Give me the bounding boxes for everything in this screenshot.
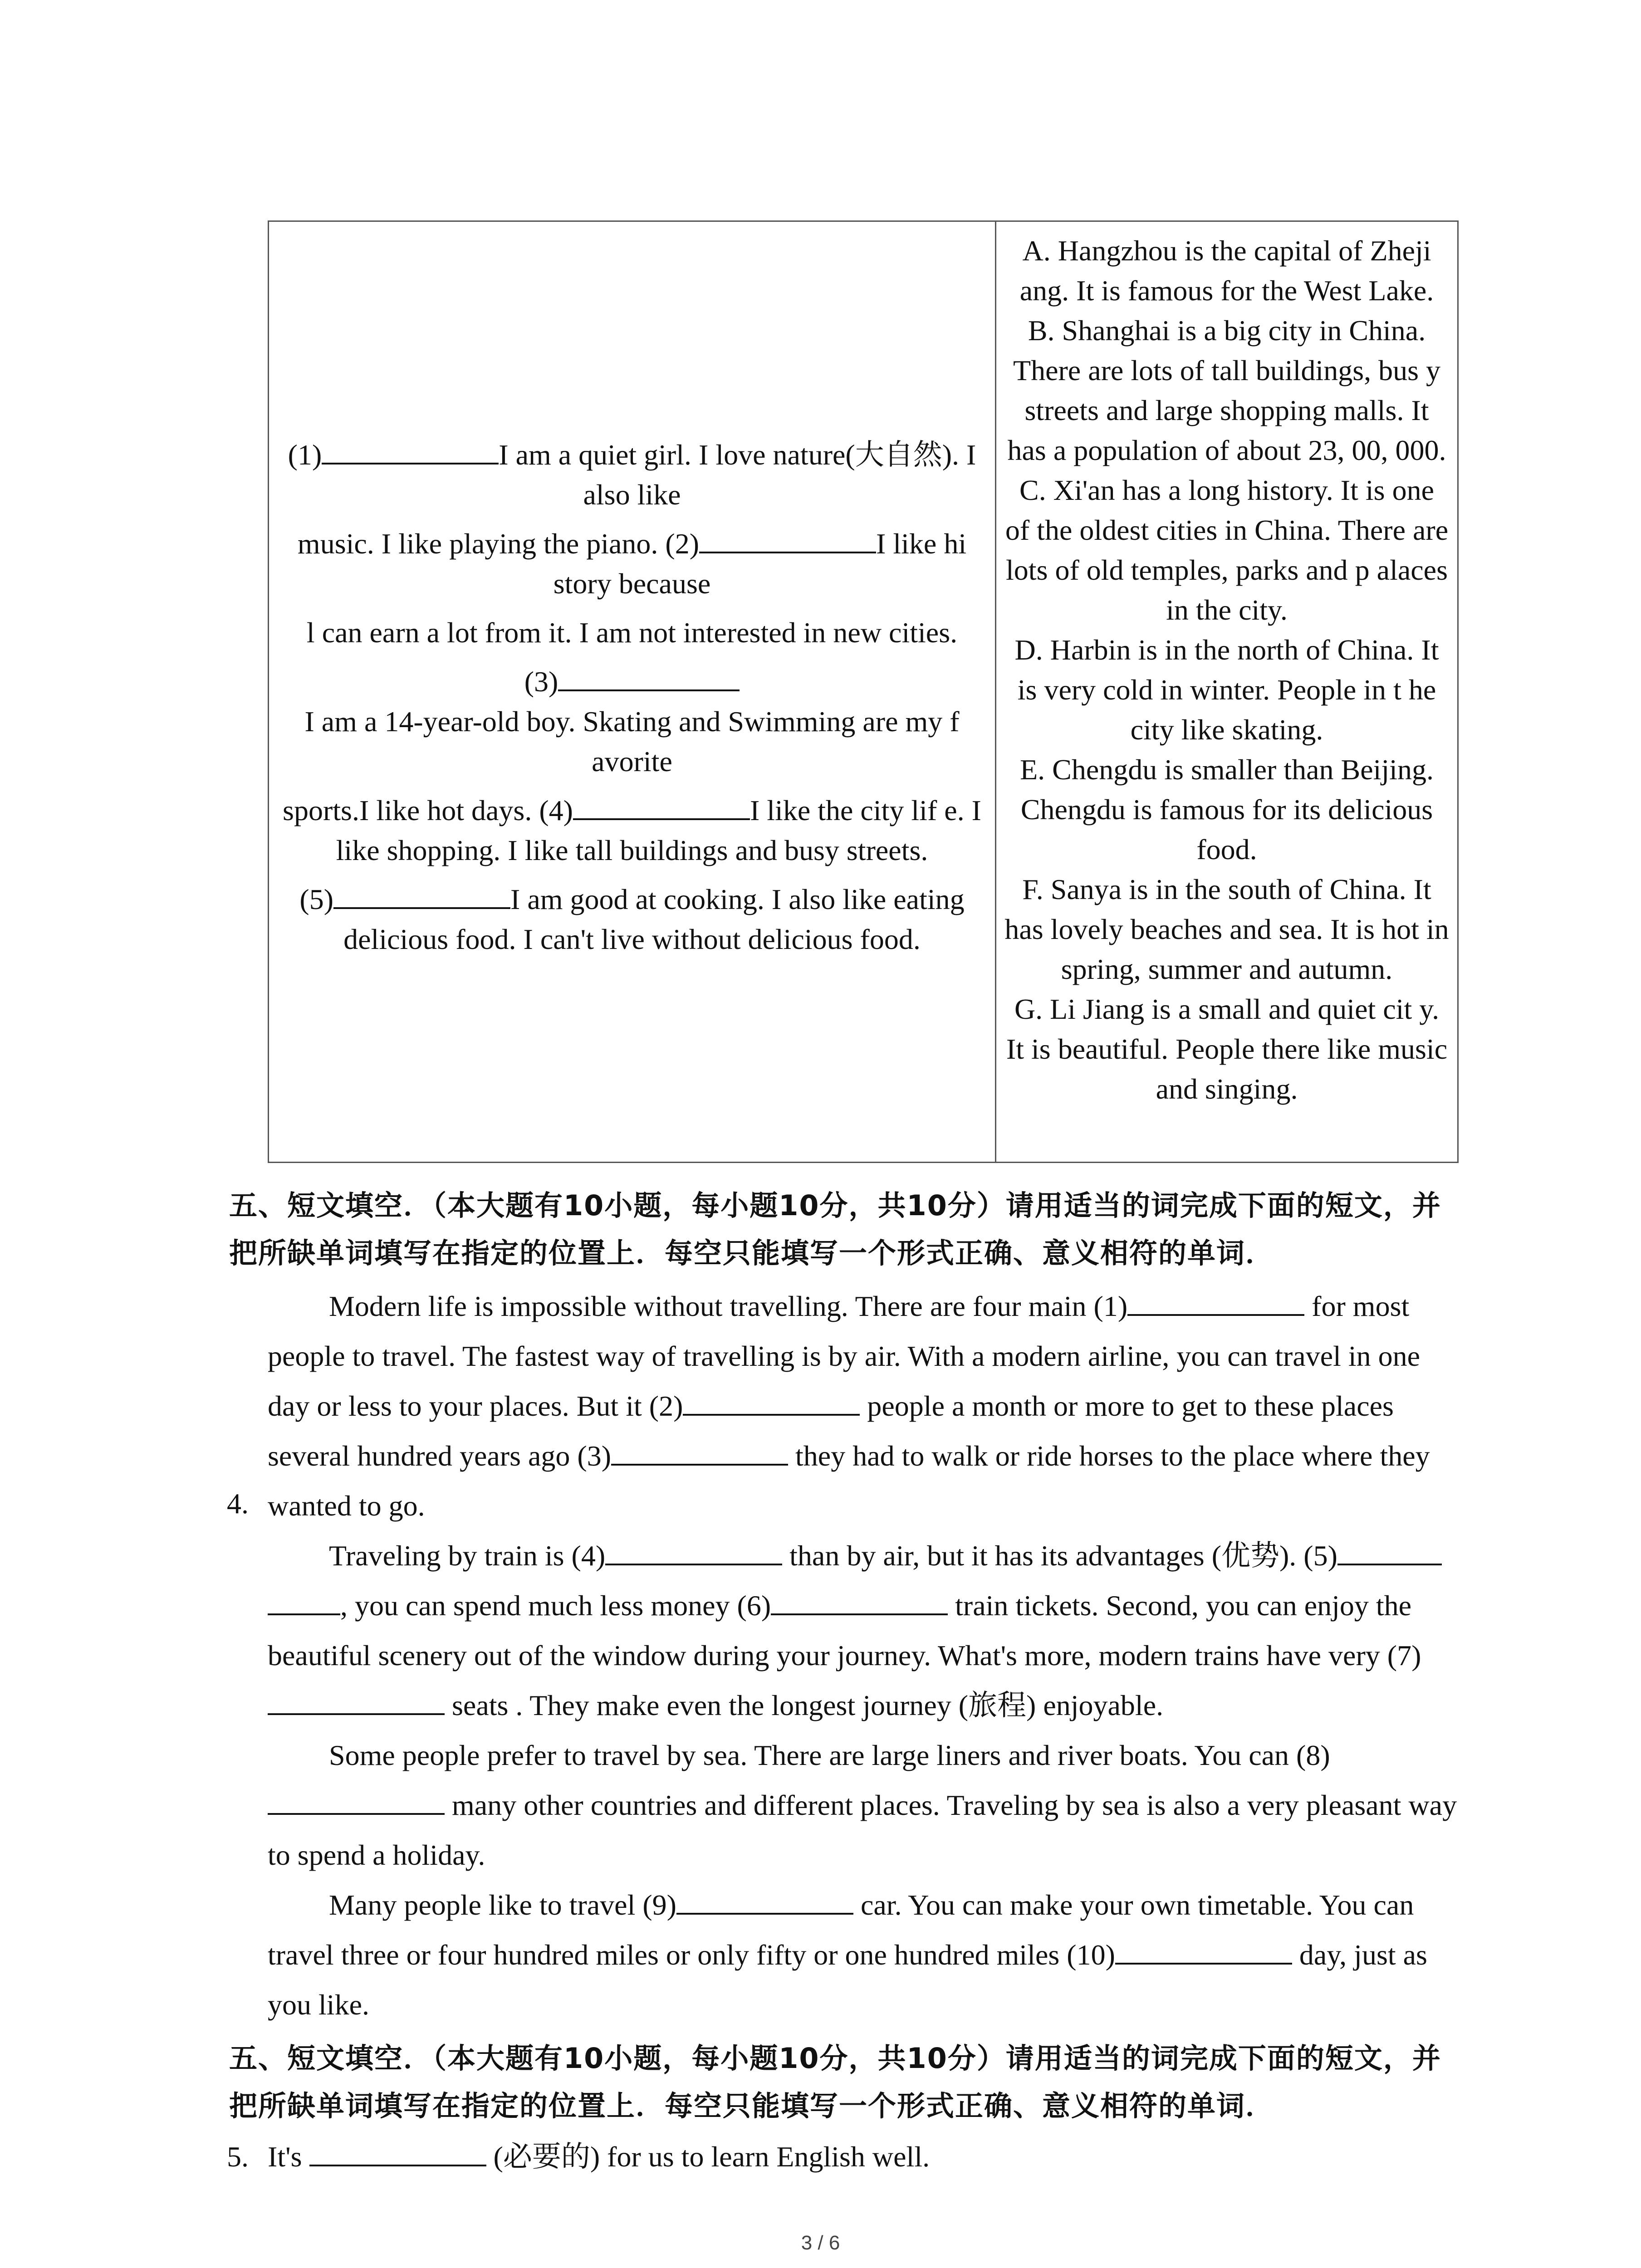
answer-blank-2[interactable] [699, 524, 876, 553]
question-5: It's (必要的) for us to learn English well. [268, 2132, 1465, 2182]
cloze-blank-3[interactable] [611, 1437, 788, 1466]
statement-5: (5) I am good at cooking. I also like eating delicious food. I can't live without delicious food. [278, 880, 986, 959]
option-c: C. Xi'an has a long history. It is one of the oldest cities in China. There are lots of old temples, parks and p alaces in the city. [1005, 474, 1449, 626]
answer-blank-3[interactable] [558, 662, 740, 691]
question-number: 4. [227, 1487, 249, 1520]
option-a: A. Hangzhou is the capital of Zheji ang. It is famous for the West Lake. [1019, 235, 1434, 307]
cloze-blank-5-cont[interactable] [268, 1586, 340, 1615]
matching-left-column [269, 222, 996, 1162]
cloze-blank-7[interactable] [268, 1686, 445, 1715]
statement-2: music. I like playing the piano. (2) I like hi story because [278, 524, 986, 604]
cloze-blank-1[interactable] [1127, 1287, 1304, 1316]
passage-paragraph-1: Modern life is impossible without travelling. There are four main (1) for most people to travel. The fastest way of travelling is by air. With a modern airline, you can travel in one day or less to your places. But it (2) people a month or more to get to these places several hundred years ago (3) they had to walk or ride horses to the place where they wanted to go. [268, 1281, 1465, 1531]
answer-blank-4[interactable] [573, 791, 750, 820]
cloze-passage [268, 1281, 1465, 2030]
option-f: F. Sanya is in the south of China. It has lovely beaches and sea. It is hot in spring, summer and autumn. [1004, 873, 1449, 985]
option-g: G. Li Jiang is a small and quiet cit y. It is beautiful. People there like music and singing. [1006, 993, 1448, 1105]
option-e: E. Chengdu is smaller than Beijing. Chengdu is famous for its delicious food. [1020, 753, 1434, 865]
cloze-blank-4[interactable] [605, 1536, 782, 1565]
answer-blank-1[interactable] [322, 435, 499, 464]
cloze-blank-9[interactable] [676, 1886, 853, 1915]
cloze-blank-10[interactable] [1115, 1936, 1292, 1965]
question-number-5: 5. [227, 2141, 249, 2173]
question-5-blank[interactable] [309, 2137, 486, 2166]
answer-blank-5[interactable] [333, 880, 510, 909]
statement-3: (3) I am a 14-year-old boy. Skating and Swimming are my f avorite [278, 662, 986, 782]
matching-table [268, 220, 1459, 1163]
cloze-blank-6[interactable] [771, 1586, 948, 1615]
statement-1: (1) I am a quiet girl. I love nature(大自然). I also like [278, 435, 986, 515]
cloze-blank-2[interactable] [683, 1387, 860, 1416]
option-d: D. Harbin is in the north of China. It is very cold in winter. People in t he city like skating. [1014, 634, 1439, 746]
option-b: B. Shanghai is a big city in China. There are lots of tall buildings, bus y streets and large shopping malls. It has a population of about 23, 00, 000. [1007, 314, 1446, 466]
passage-paragraph-3: Some people prefer to travel by sea. There are large liners and river boats. You can (8) many other countries and different places. Traveling by sea is also a very pleasant way to spend a holiday. [268, 1739, 1457, 1871]
passage-paragraph-4: Many people like to travel (9) car. You can make your own timetable. You can travel three or four hundred miles or only fifty or one hundred miles (10) day, just as you like. [268, 1880, 1465, 2030]
statement-2-cont: l can earn a lot from it. I am not interested in new cities. [306, 616, 958, 649]
matching-right-column [996, 222, 1457, 1162]
section-header-2: 五、短文填空．（本大题有10小题，每小题10分，共10分）请用适当的词完成下面的短文，并把所缺单词填写在指定的位置上．每空只能填写一个形式正确、意义相符的单词． [229, 2042, 1441, 2122]
statement-4: sports.I like hot days. (4) I like the city lif e. I like shopping. I like tall buildings and busy streets. [278, 791, 986, 870]
section-header: 五、短文填空．（本大题有10小题，每小题10分，共10分）请用适当的词完成下面的短文，并把所缺单词填写在指定的位置上．每空只能填写一个形式正确、意义相符的单词． [229, 1189, 1441, 1270]
passage-paragraph-2: Traveling by train is (4) than by air, but it has its advantages (优势). (5), you can spend much less money (6) train tickets. Second, you can enjoy the beautiful scenery out of the window during your journey. What's more, modern trains have very (7) seats . They make even the longest journey (旅程) enjoyable. [268, 1531, 1465, 1730]
cloze-blank-5[interactable] [1337, 1536, 1442, 1565]
cloze-blank-8[interactable] [268, 1786, 445, 1815]
page-number: 3 / 6 [801, 2232, 840, 2254]
